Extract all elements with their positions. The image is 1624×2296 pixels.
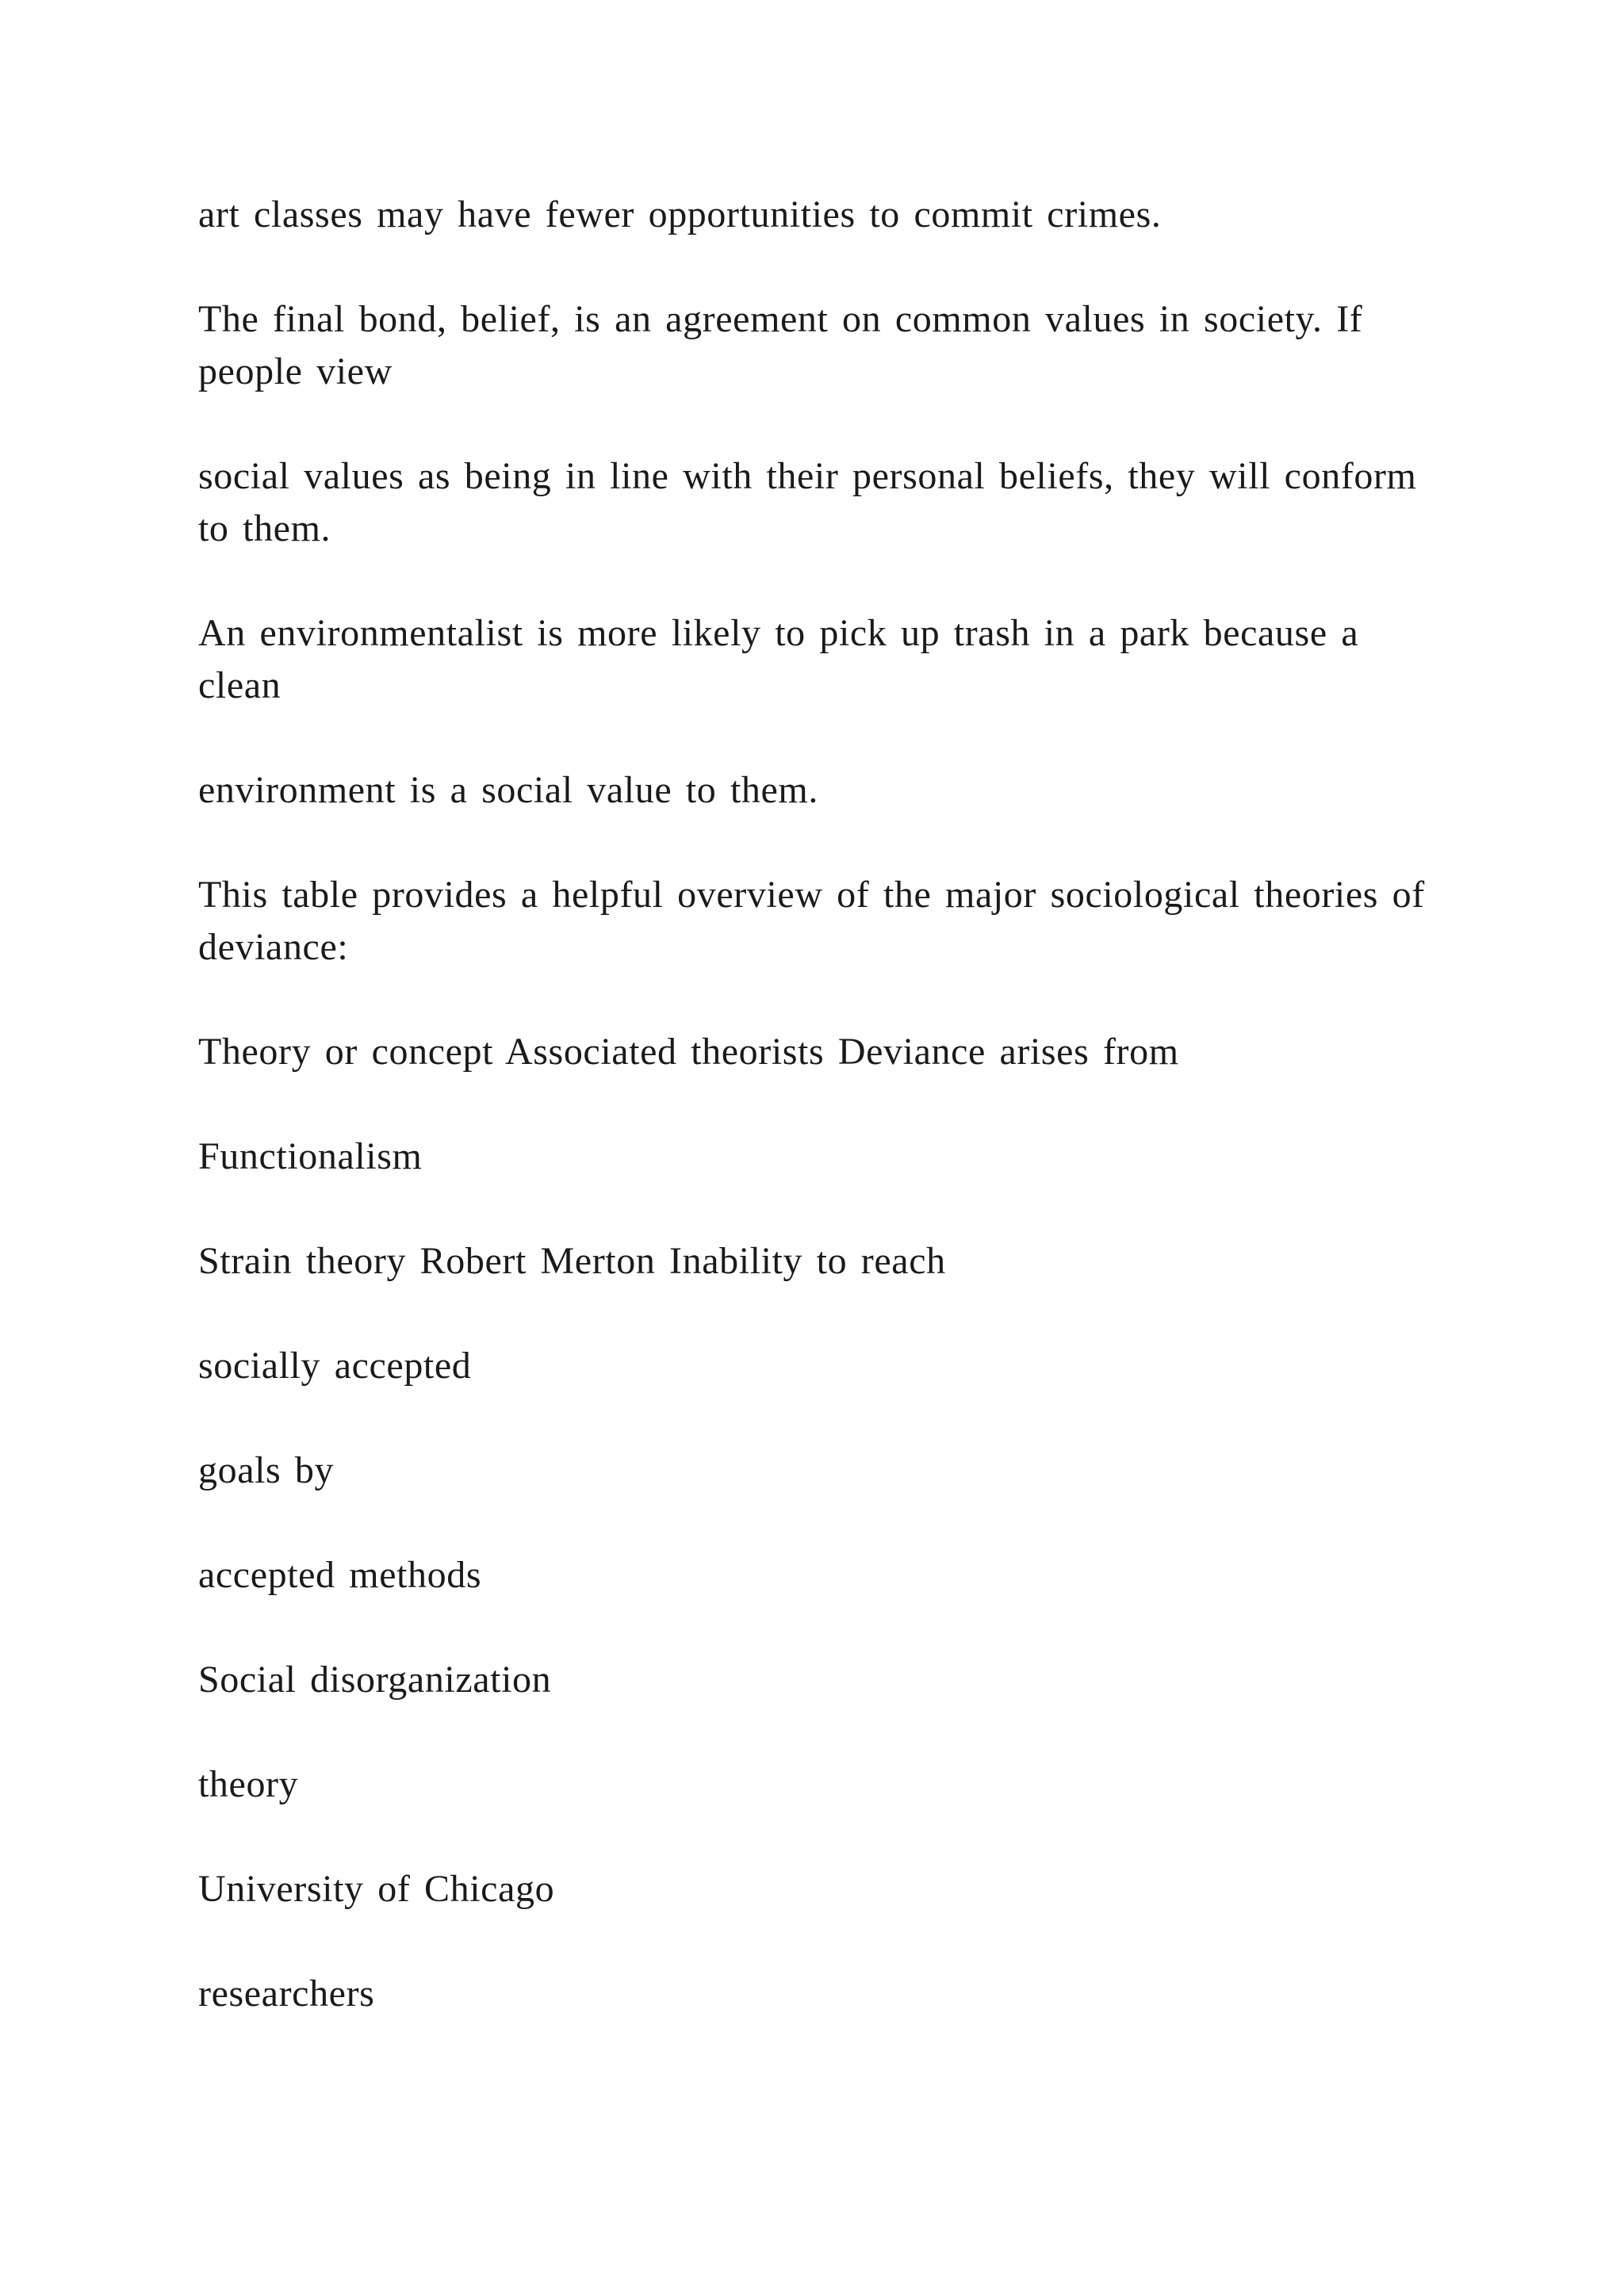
paragraph-4: An environmentalist is more likely to pick up trash in a park because a clean: [198, 612, 1359, 706]
table-header-line: Theory or concept Associated theorists Deviance arises from: [198, 1031, 1179, 1073]
paragraph-5: environment is a social value to them.: [198, 769, 818, 811]
paragraph-3: social values as being in line with their personal beliefs, they will conform to them.: [198, 455, 1417, 549]
table-line-functionalism: Functionalism: [198, 1135, 423, 1177]
table-line-social-disorganization: Social disorganization: [198, 1659, 552, 1701]
document-body: [198, 189, 1451, 2020]
table-line-goals-by: goals by: [198, 1449, 335, 1491]
table-line-theory: theory: [198, 1763, 299, 1805]
paragraph-6: This table provides a helpful overview of the major sociological theories of deviance:: [198, 874, 1425, 968]
table-line-university-of-chicago: University of Chicago: [198, 1868, 555, 1910]
table-line-strain-theory: Strain theory Robert Merton Inability to reach: [198, 1240, 946, 1282]
table-line-accepted-methods: accepted methods: [198, 1554, 482, 1596]
paragraph-2: The final bond, belief, is an agreement on common values in society. If people view: [198, 298, 1363, 392]
paragraph-1: art classes may have fewer opportunities to commit crimes.: [198, 193, 1162, 235]
table-line-researchers: researchers: [198, 1973, 375, 2015]
table-line-socially-accepted: socially accepted: [198, 1345, 472, 1387]
